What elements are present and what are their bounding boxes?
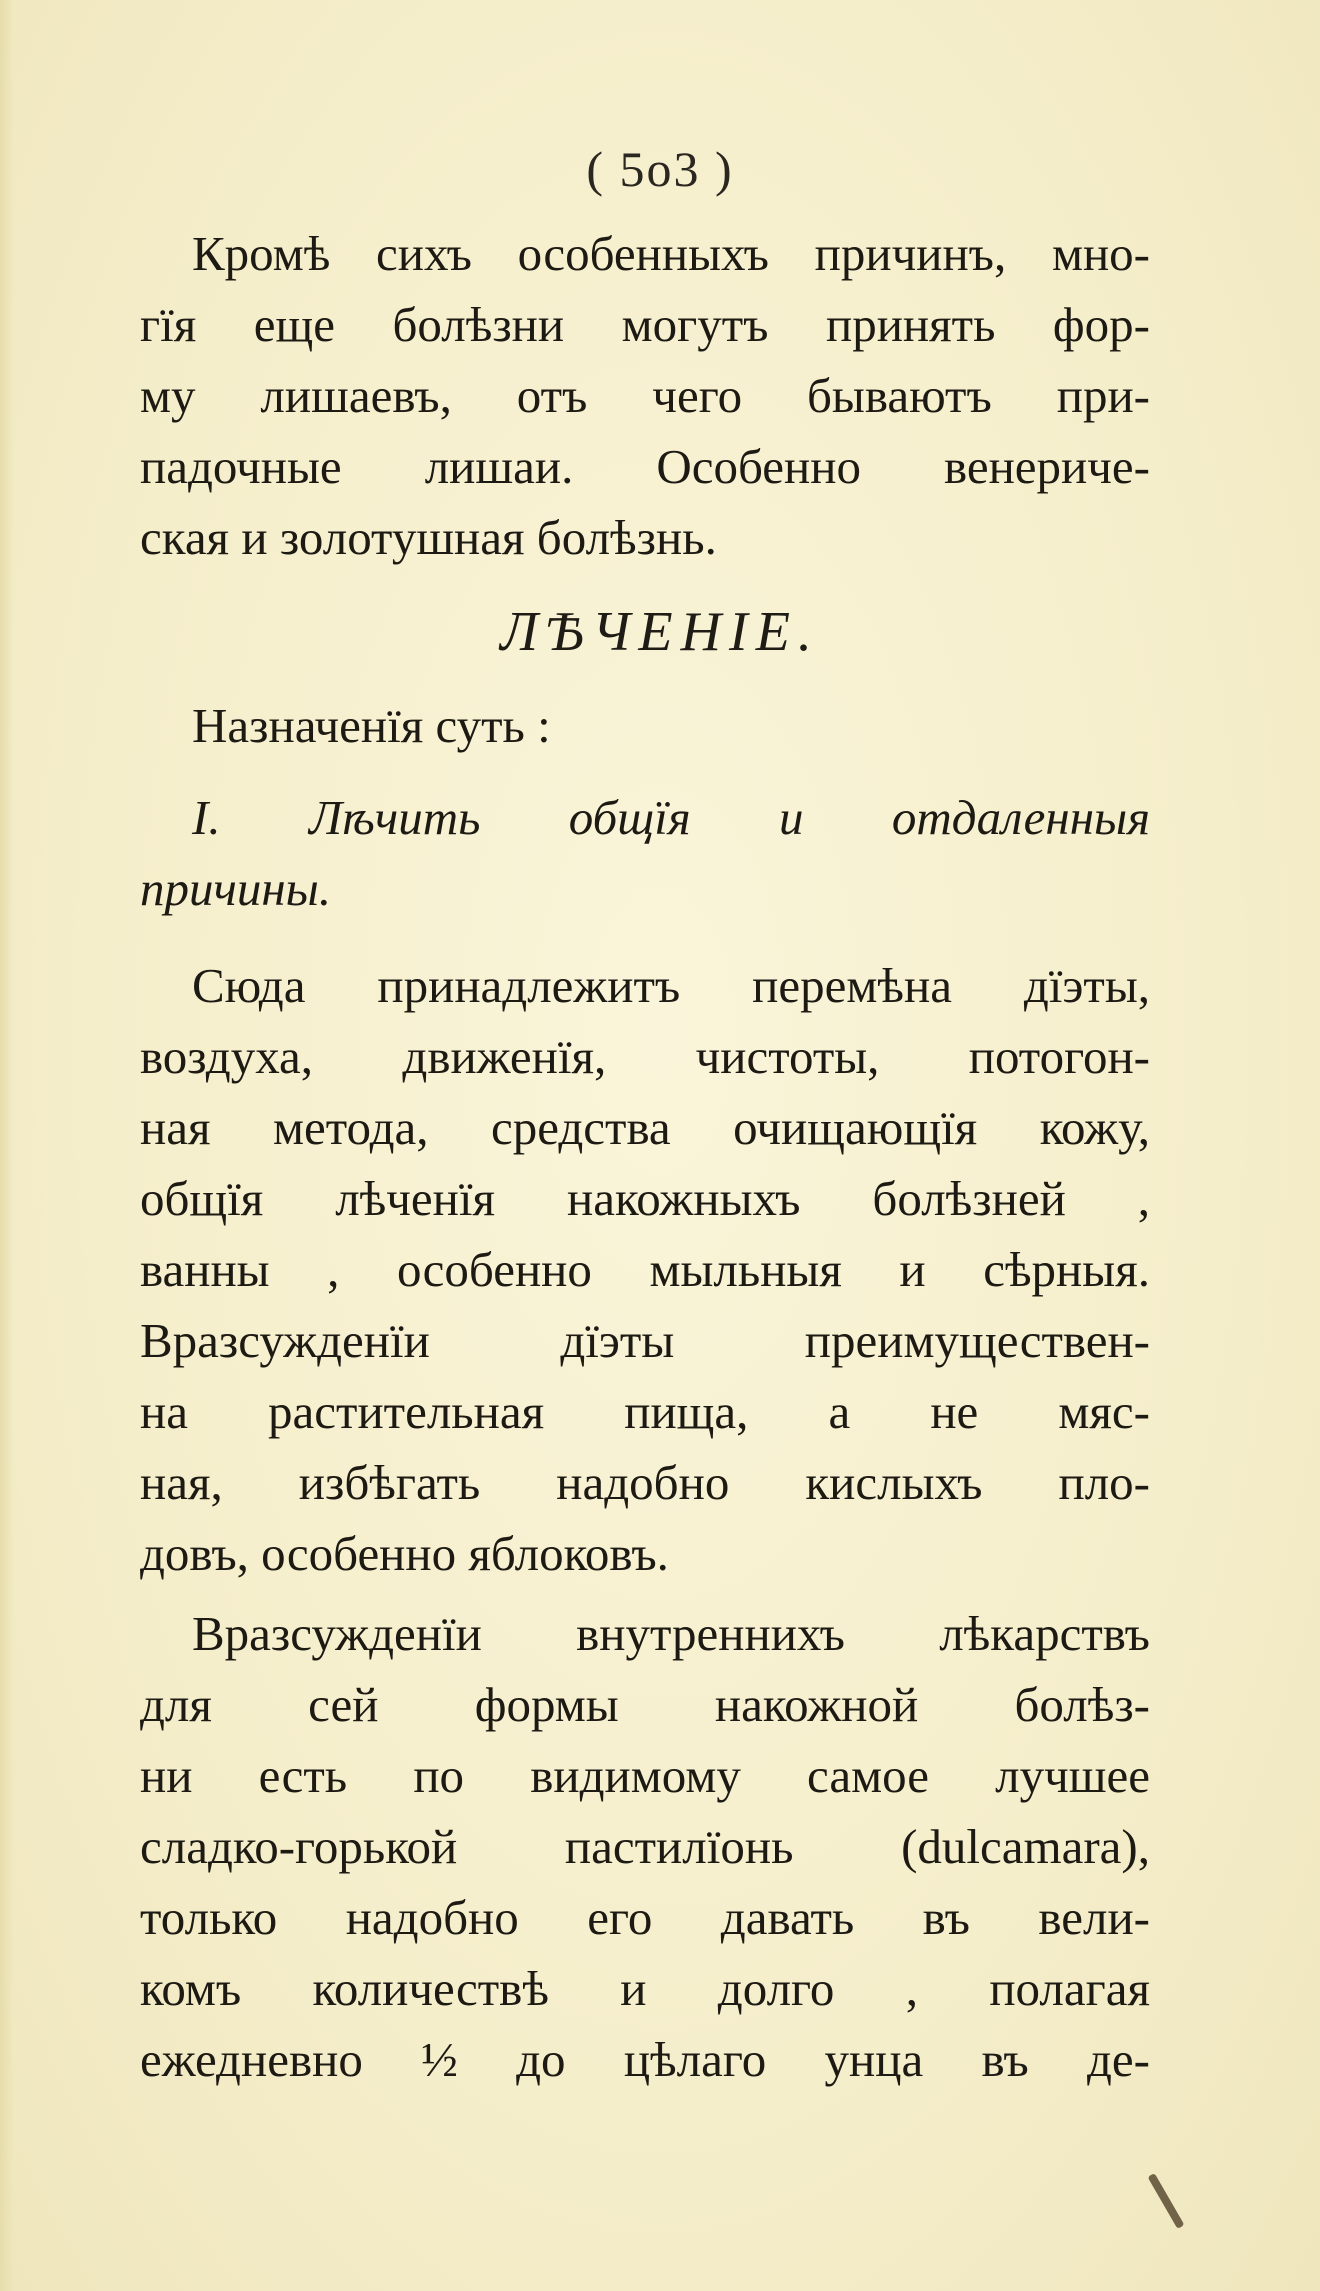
text-line: ежедневно ½ до цѣлаго унца въ де- [140,2032,1150,2087]
section-heading: ЛѢЧЕНІЕ. [500,601,820,663]
paragraph-remedies [140,1598,1150,2095]
text-line: только надобно его давать въ вели- [140,1890,1150,1945]
text-line: гїя еще болѣзни могутъ принять фор- [140,297,1150,352]
text-line: Сюда принадлежитъ перемѣна дїэты, [192,958,1150,1013]
text-line: Вразсужденїи дїэты преимуществен- [140,1313,1150,1368]
text-line: комъ количествѣ и долго , полагая [140,1961,1150,2016]
text-line: причины. [140,861,332,916]
text-line: для сей формы накожной болѣз- [140,1677,1150,1732]
text-line: му лишаевъ, отъ чего бываютъ при- [140,368,1150,423]
page-edge-shadow [0,0,14,2291]
text-line: на растительная пища, а не мяс- [140,1384,1150,1439]
text-line: ная, избѣгать надобно кислыхъ пло- [140,1455,1150,1510]
text-line: Кромѣ сихъ особенныхъ причинъ, мно- [192,226,1150,281]
text-line: сладко-горькой пастилїонь (dulcamara), [140,1819,1150,1874]
text-line: I. Лѣчить общїя и отдаленныя [192,790,1150,845]
text-line: ская и золотушная болѣзнь. [140,510,717,565]
paragraph-causes [140,218,1150,573]
text-line: ни есть по видимому самое лучшее [140,1748,1150,1803]
text-line: общїя лѣченїя накожныхъ болѣзней , [140,1171,1150,1226]
page-number: ( 5o3 ) [586,141,734,197]
text-line: ная метода, средства очищающїя кожу, [140,1100,1150,1155]
text-line: довъ, особенно яблоковъ. [140,1526,669,1581]
ink-mark [1148,2173,1185,2229]
text-line: воздуха, движенїя, чистоты, потогон- [140,1029,1150,1084]
numbered-item-1 [140,782,1150,924]
text-line: падочные лишаи. Особенно венериче- [140,439,1150,494]
text-line: ванны , особенно мыльныя и сѣрныя. [140,1242,1150,1297]
subheading: Назначенїя суть : [192,698,551,753]
paragraph-diet [140,950,1150,1589]
text-line: Вразсужденїи внутреннихъ лѣкарствъ [192,1606,1150,1661]
